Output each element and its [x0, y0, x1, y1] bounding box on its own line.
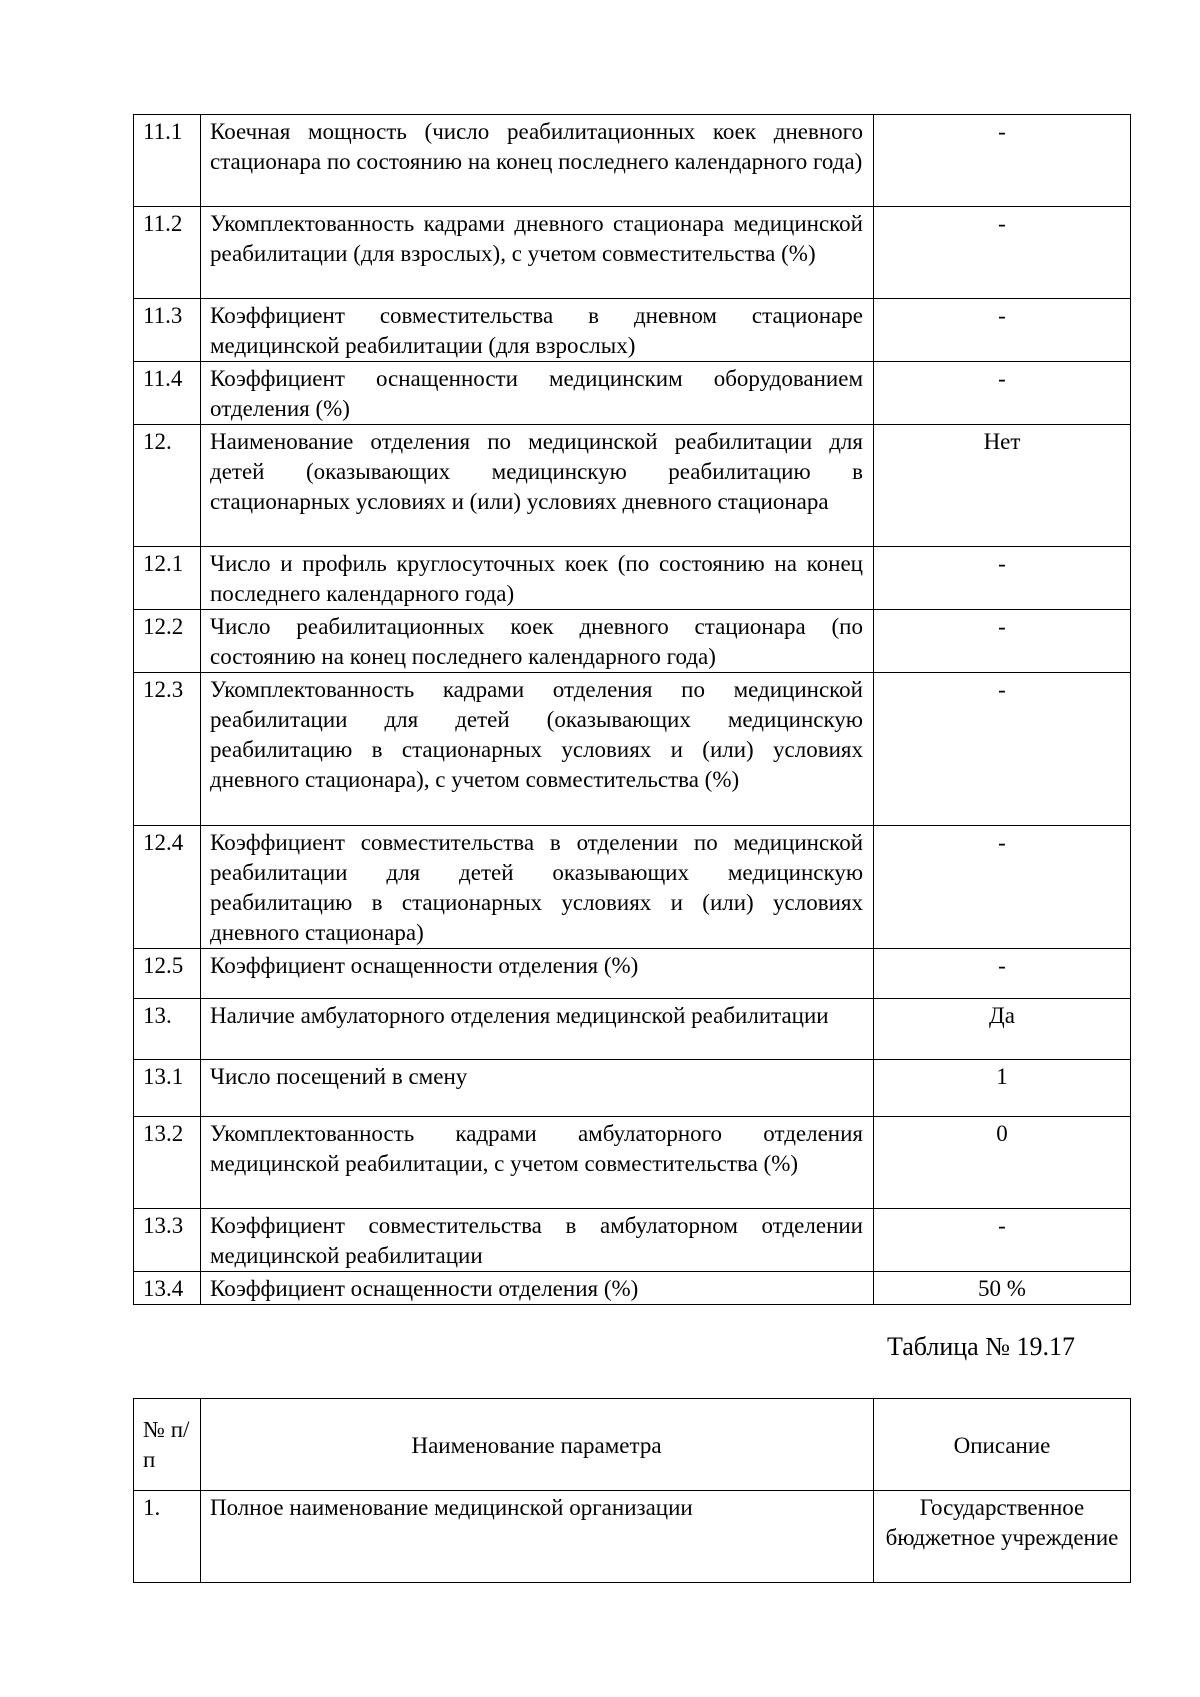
header-number: № п/п	[134, 1399, 201, 1491]
row-number: 1.	[134, 1491, 201, 1583]
parameter-name: Коэффициент совместительства в отделении по медицинской реабилитации для детей оказывающих медицинскую реабилитацию в стационарных условиях и (или) условиях дневного стационара)	[201, 826, 874, 949]
row-number: 12.	[134, 425, 201, 547]
table-row	[134, 1117, 1131, 1209]
table-caption: Таблица № 19.17	[887, 1332, 1076, 1361]
row-number: 13.1	[134, 1060, 201, 1117]
parameter-name: Наименование отделения по медицинской реабилитации для детей (оказывающих медицинскую реабилитацию в стационарных условиях и (или) условиях дневного стационара	[201, 425, 874, 547]
table-row	[134, 949, 1131, 999]
parameter-value: -	[874, 610, 1131, 673]
parameter-name: Число и профиль круглосуточных коек (по состоянию на конец последнего календарного года)	[201, 547, 874, 610]
row-number: 11.1	[134, 115, 201, 207]
parameter-value: Да	[874, 999, 1131, 1060]
parameter-name: Число посещений в смену	[201, 1060, 874, 1117]
table-row	[134, 1060, 1131, 1117]
parameters-table	[133, 114, 1131, 1305]
table-row	[134, 115, 1131, 207]
parameter-name: Коечная мощность (число реабилитационных коек дневного стационара по состоянию на конец последнего календарного года)	[201, 115, 874, 207]
row-number: 12.2	[134, 610, 201, 673]
parameter-name: Коэффициент оснащенности медицинским оборудованием отделения (%)	[201, 362, 874, 425]
row-number: 11.4	[134, 362, 201, 425]
parameter-value: -	[874, 362, 1131, 425]
parameter-name: Укомплектованность кадрами отделения по медицинской реабилитации для детей (оказывающих медицинскую реабилитацию в стационарных условиях и (или) условиях дневного стационара), с учетом совместительства (%)	[201, 673, 874, 826]
parameter-value: -	[874, 673, 1131, 826]
parameter-name: Коэффициент оснащенности отделения (%)	[201, 1272, 874, 1305]
parameter-name: Число реабилитационных коек дневного стационара (по состоянию на конец последнего календарного года)	[201, 610, 874, 673]
table-row	[134, 425, 1131, 547]
row-number: 13.4	[134, 1272, 201, 1305]
table-row	[134, 1209, 1131, 1272]
parameter-value: Нет	[874, 425, 1131, 547]
parameter-value: -	[874, 207, 1131, 299]
table-row	[134, 299, 1131, 362]
row-number: 13.3	[134, 1209, 201, 1272]
table-header-row	[134, 1399, 1131, 1491]
row-number: 13.	[134, 999, 201, 1060]
organization-table	[133, 1398, 1131, 1583]
parameter-value: 0	[874, 1117, 1131, 1209]
row-number: 12.4	[134, 826, 201, 949]
row-number: 12.1	[134, 547, 201, 610]
parameter-name: Коэффициент совместительства в амбулаторном отделении медицинской реабилитации	[201, 1209, 874, 1272]
header-parameter: Наименование параметра	[201, 1399, 874, 1491]
table-row	[134, 362, 1131, 425]
header-description: Описание	[874, 1399, 1131, 1491]
parameter-value: -	[874, 826, 1131, 949]
parameter-value: 50 %	[874, 1272, 1131, 1305]
table-row	[134, 1272, 1131, 1305]
parameter-value: -	[874, 115, 1131, 207]
parameter-value: 1	[874, 1060, 1131, 1117]
table-row	[134, 1491, 1131, 1583]
parameter-name: Укомплектованность кадрами дневного стационара медицинской реабилитации (для взрослых), с учетом совместительства (%)	[201, 207, 874, 299]
parameter-value: -	[874, 299, 1131, 362]
parameter-name: Коэффициент совместительства в дневном стационаре медицинской реабилитации (для взрослых)	[201, 299, 874, 362]
table-row	[134, 826, 1131, 949]
table-row	[134, 547, 1131, 610]
parameter-value: -	[874, 1209, 1131, 1272]
parameter-name: Наличие амбулаторного отделения медицинской реабилитации	[201, 999, 874, 1060]
parameter-value: -	[874, 547, 1131, 610]
row-number: 12.3	[134, 673, 201, 826]
row-number: 12.5	[134, 949, 201, 999]
parameter-value: -	[874, 949, 1131, 999]
parameter-value: Государственное бюджетное учреждение	[874, 1491, 1131, 1583]
table-row	[134, 673, 1131, 826]
parameter-name: Коэффициент оснащенности отделения (%)	[201, 949, 874, 999]
row-number: 11.3	[134, 299, 201, 362]
table-row	[134, 610, 1131, 673]
row-number: 11.2	[134, 207, 201, 299]
table-row	[134, 207, 1131, 299]
row-number: 13.2	[134, 1117, 201, 1209]
table-row	[134, 999, 1131, 1060]
parameter-name: Укомплектованность кадрами амбулаторного отделения медицинской реабилитации, с учетом совместительства (%)	[201, 1117, 874, 1209]
parameter-name: Полное наименование медицинской организации	[201, 1491, 874, 1583]
